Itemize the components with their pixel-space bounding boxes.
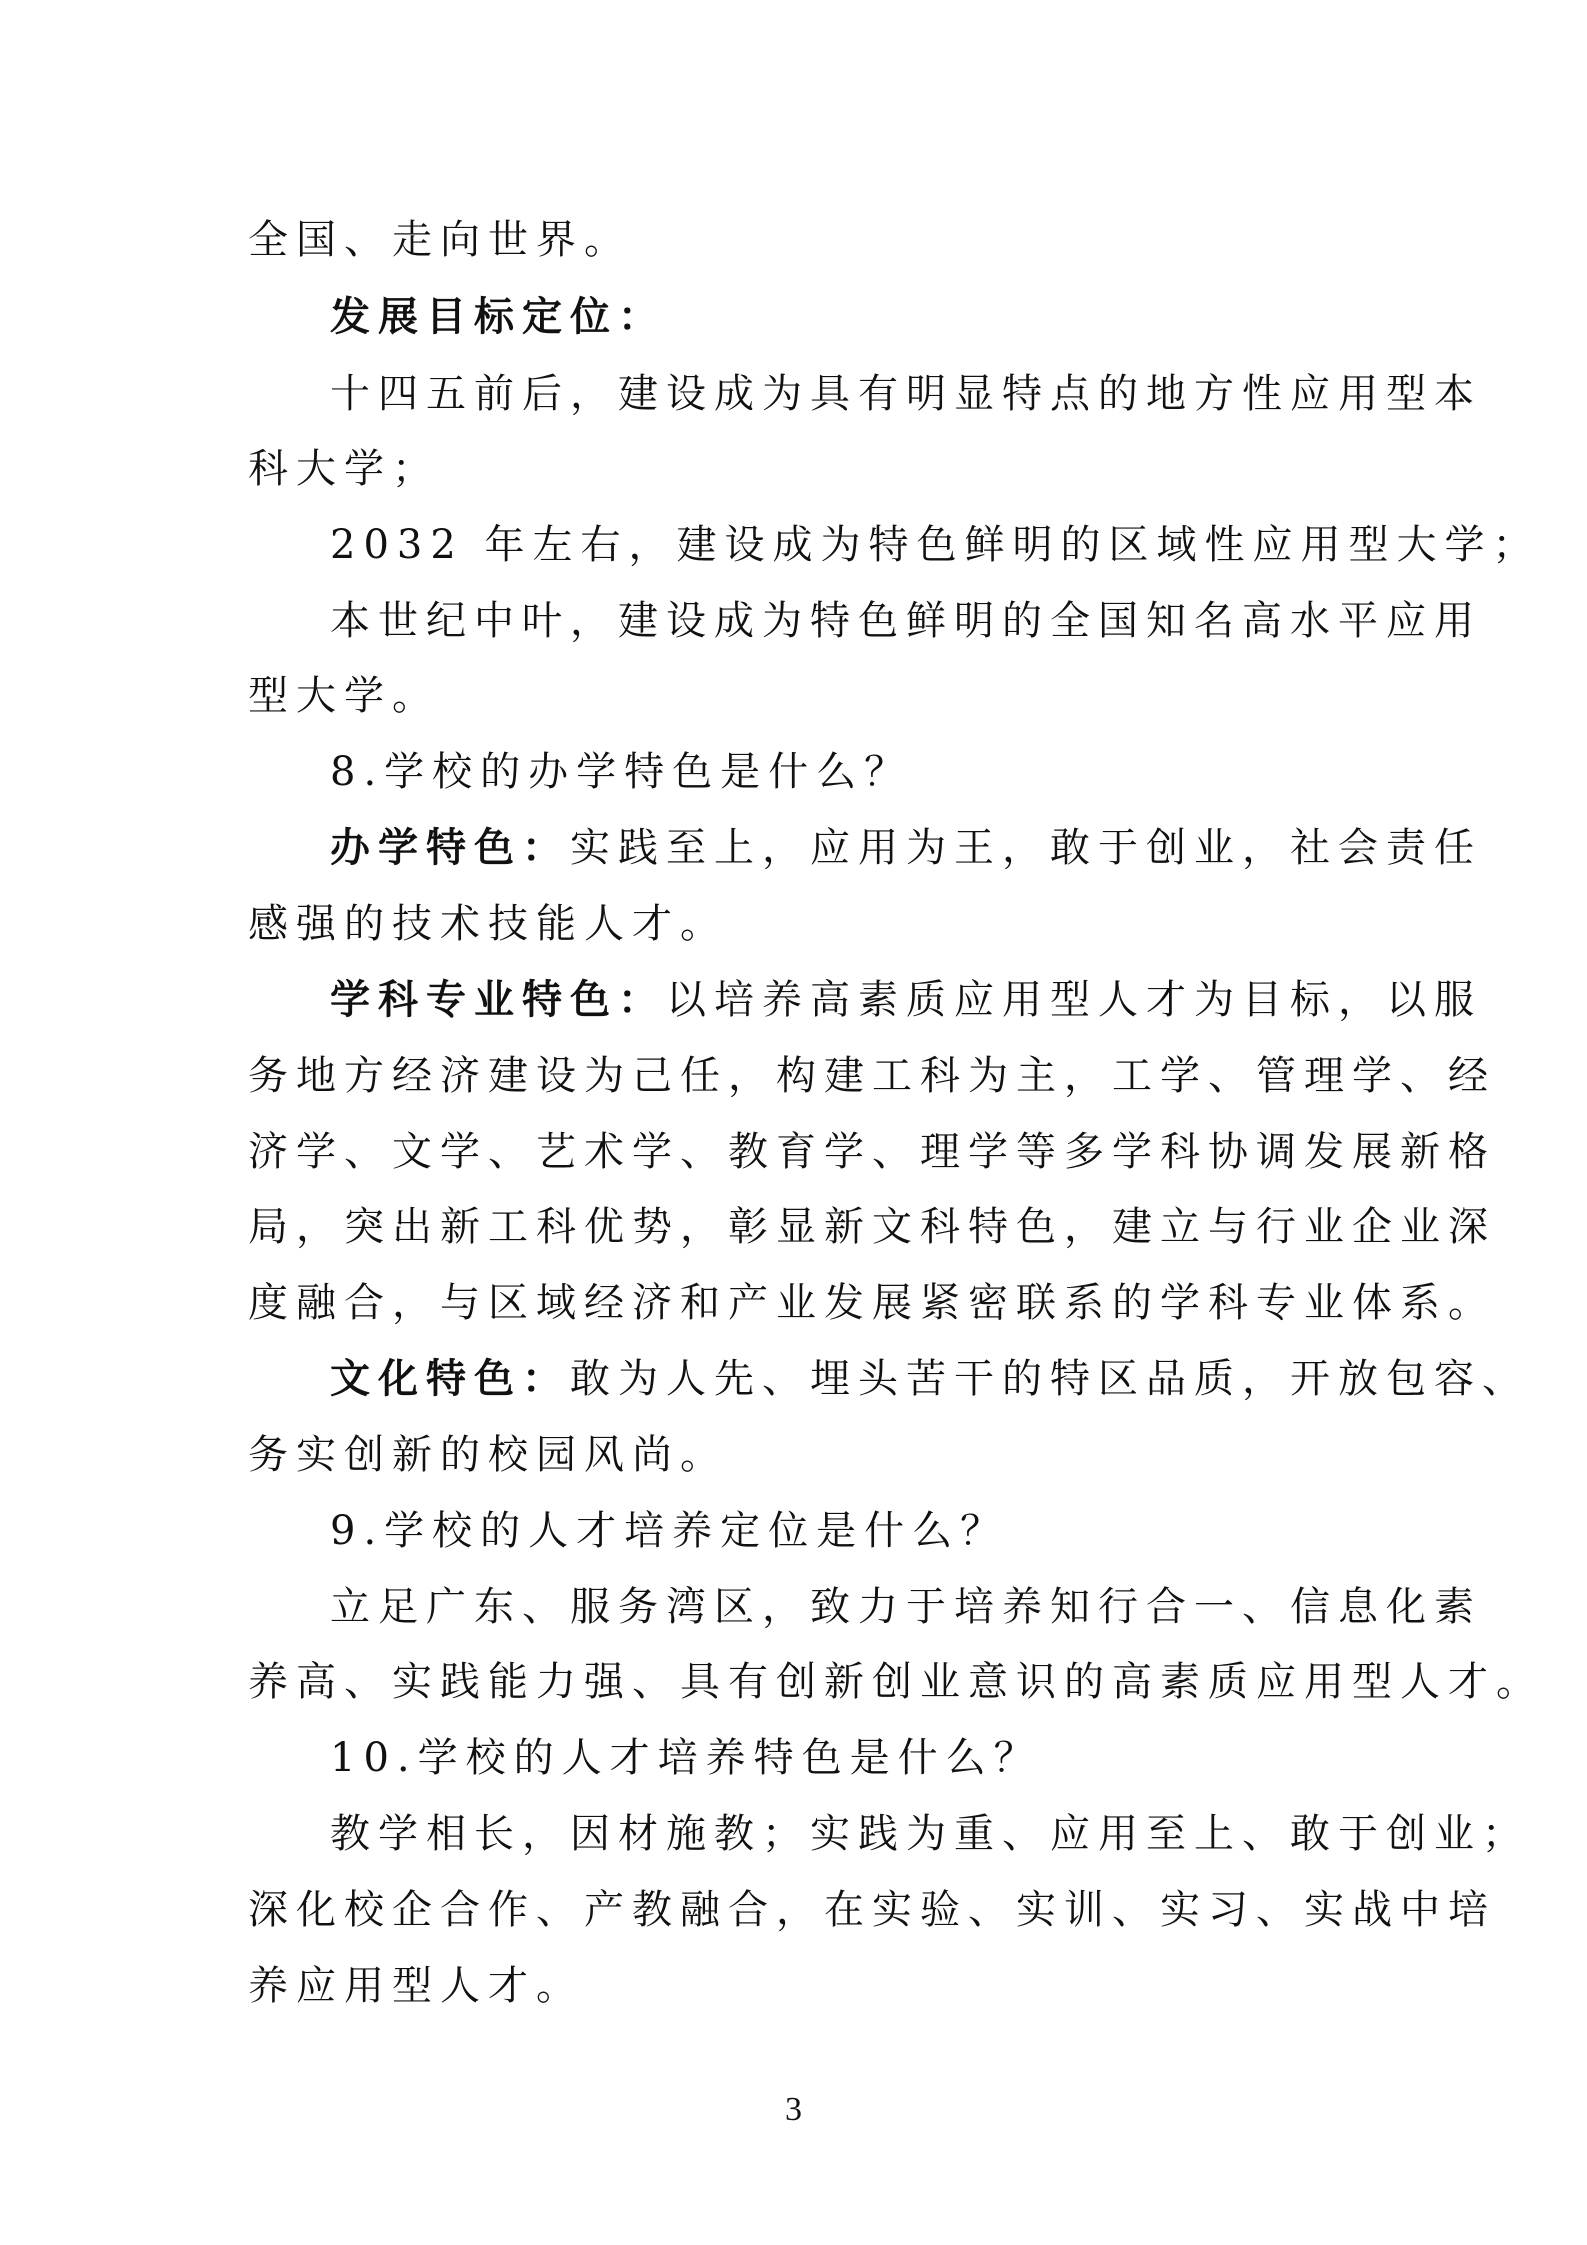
line-text: 实践至上，应用为王，敢于创业，社会责任 [570, 825, 1482, 871]
body-line: 务地方经济建设为己任，构建工科为主，工学、管理学、经 [248, 1053, 1496, 1099]
body-line [330, 822, 1482, 874]
body-line: 2032 年左右，建设成为特色鲜明的区域性应用型大学； [330, 522, 1541, 568]
question-heading: 9.学校的人才培养定位是什么？ [330, 1508, 1009, 1554]
inline-label: 办学特色： [330, 824, 570, 871]
question-heading: 8.学校的办学特色是什么？ [330, 749, 913, 795]
body-line: 深化校企合作、产教融合，在实验、实训、实习、实战中培 [248, 1887, 1496, 1933]
body-line [330, 974, 1482, 1026]
body-line: 养应用型人才。 [248, 1963, 584, 2009]
body-line: 局，突出新工科优势，彰显新文科特色，建立与行业企业深 [248, 1204, 1496, 1250]
line-text: 以培养高素质应用型人才为目标，以服 [666, 977, 1482, 1023]
body-line: 养高、实践能力强、具有创新创业意识的高素质应用型人才。 [248, 1659, 1544, 1705]
body-line: 教学相长，因材施教；实践为重、应用至上、敢于创业； [330, 1811, 1530, 1857]
body-line: 立足广东、服务湾区，致力于培养知行合一、信息化素 [330, 1584, 1482, 1630]
question-heading: 10.学校的人才培养特色是什么？ [330, 1735, 1042, 1781]
inline-label: 学科专业特色： [330, 976, 666, 1023]
body-line: 全国、走向世界。 [248, 217, 632, 263]
section-heading: 发展目标定位： [330, 293, 666, 340]
body-line: 度融合，与区域经济和产业发展紧密联系的学科专业体系。 [248, 1280, 1496, 1326]
body-line: 型大学。 [248, 673, 440, 719]
page-number: 3 [785, 2091, 802, 2128]
body-line: 十四五前后，建设成为具有明显特点的地方性应用型本 [330, 371, 1482, 417]
body-line: 感强的技术技能人才。 [248, 901, 728, 947]
body-line: 科大学； [248, 446, 440, 492]
body-line [330, 1353, 1530, 1405]
body-line: 本世纪中叶，建设成为特色鲜明的全国知名高水平应用 [330, 598, 1482, 644]
body-line: 济学、文学、艺术学、教育学、理学等多学科协调发展新格 [248, 1129, 1496, 1175]
inline-label: 文化特色： [330, 1355, 570, 1402]
line-text: 敢为人先、埋头苦干的特区品质，开放包容、 [570, 1356, 1530, 1402]
body-line: 务实创新的校园风尚。 [248, 1432, 728, 1478]
